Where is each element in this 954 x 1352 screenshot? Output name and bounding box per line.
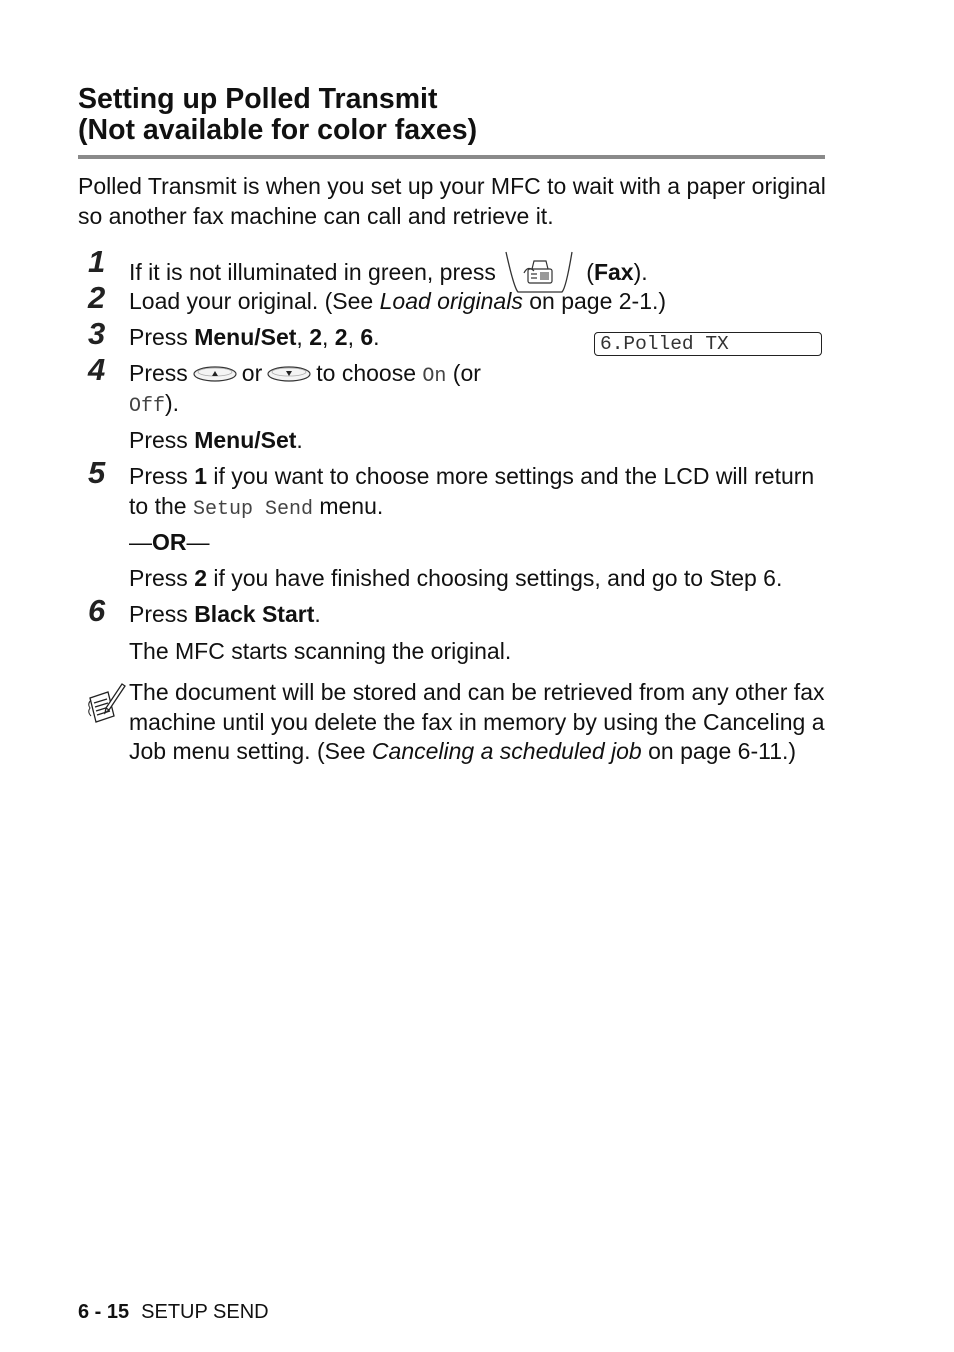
section-name: SETUP SEND xyxy=(141,1301,269,1323)
step-number-2: 2 xyxy=(88,280,106,315)
step-2-suffix: on page 2-1.) xyxy=(522,288,667,314)
step-number-3: 3 xyxy=(88,316,106,351)
step-4-text xyxy=(129,359,481,392)
load-originals-reference: Load originals xyxy=(379,288,523,314)
step-6-result: The MFC starts scanning the original. xyxy=(129,638,512,664)
down-arrow-key-icon xyxy=(266,361,312,379)
setup-send-menu: Setup Send xyxy=(192,497,313,521)
key-6-label: 6 xyxy=(360,324,374,350)
title-line-1: Setting up Polled Transmit xyxy=(78,83,438,115)
key-2-alt-label: 2 xyxy=(194,565,207,591)
step-number-6: 6 xyxy=(88,593,106,628)
step-4-close: ). xyxy=(165,390,180,416)
title-divider xyxy=(78,155,825,159)
step-2-prefix: Load your original. (See xyxy=(129,288,380,314)
step-6-end: . xyxy=(314,601,321,627)
step-6-prefix: Press xyxy=(129,601,195,627)
step-5-alt-prefix: Press xyxy=(129,565,195,591)
page-title xyxy=(78,84,828,146)
step-1-prefix: If it is not illuminated in green, press xyxy=(129,259,496,285)
step-1-open: ( xyxy=(579,259,594,285)
step-3-end: . xyxy=(373,324,380,350)
step-number-5: 5 xyxy=(88,455,106,490)
key-1-label: 1 xyxy=(194,463,207,489)
step-1-close: ). xyxy=(633,259,648,285)
step-4-end: . xyxy=(296,427,303,453)
or-separator xyxy=(129,528,210,558)
step-3-sep-3: , xyxy=(347,324,361,350)
or-label: OR xyxy=(152,529,187,555)
step-4-or-2: (or xyxy=(446,360,481,386)
step-5-body: if you want to choose more settings and the LCD will return to the xyxy=(129,463,815,519)
key-2-label: 2 xyxy=(309,324,322,350)
page-number: 6 - 15 xyxy=(78,1301,130,1323)
step-6-text xyxy=(129,600,321,630)
step-5-prefix: Press xyxy=(129,463,195,489)
step-5-menu-end: menu. xyxy=(312,492,384,519)
note-pencil-icon xyxy=(84,682,126,724)
note-text xyxy=(129,678,834,767)
step-4-press: Press xyxy=(129,427,195,453)
menu-set-key-label: Menu/Set xyxy=(194,324,297,350)
step-3-text xyxy=(129,323,380,353)
step-5-alt-text xyxy=(129,564,782,594)
or-dash-right: — xyxy=(186,529,210,555)
step-4-prefix: Press xyxy=(129,360,188,386)
step-5-alt-body: if you have finished choosing settings, and go to Step 6. xyxy=(206,565,783,591)
canceling-job-reference: Canceling a scheduled job xyxy=(371,738,642,764)
step-4-press-menu xyxy=(129,426,303,456)
lcd-display: 6.Polled TX xyxy=(594,332,822,356)
black-start-key-label: Black Start xyxy=(194,601,315,627)
step-3-sep-2: , xyxy=(322,324,335,350)
up-arrow-key-icon xyxy=(192,361,238,379)
note-suffix: on page 6-11.) xyxy=(641,738,797,764)
key-2-label-second: 2 xyxy=(334,324,348,350)
or-dash-left: — xyxy=(129,529,152,555)
note-prefix: The document will be stored and can be retrieved from any other fax machine until you delete the fax in memory by using the Canceling a Job menu setting. (See xyxy=(129,679,825,764)
step-4-text-line-2 xyxy=(129,389,179,422)
step-3-sep-1: , xyxy=(296,324,310,350)
fax-key-label: Fax xyxy=(593,259,634,285)
title-line-2: (Not available for color faxes) xyxy=(78,114,478,146)
option-off: Off xyxy=(129,395,166,418)
step-3-prefix: Press xyxy=(129,324,195,350)
step-4-choose: to choose xyxy=(316,360,423,386)
option-on: On xyxy=(422,365,447,388)
step-number-4: 4 xyxy=(88,352,106,387)
intro-paragraph: Polled Transmit is when you set up your MFC to wait with a paper original so another fax machine can call and retrieve it. xyxy=(78,173,826,229)
page-footer xyxy=(78,1300,269,1324)
step-number-1: 1 xyxy=(88,244,106,279)
step-4-or: or xyxy=(241,360,263,386)
menu-set-key-label-2: Menu/Set xyxy=(194,427,297,453)
step-5-text xyxy=(129,462,829,524)
step-2-text xyxy=(129,287,666,317)
